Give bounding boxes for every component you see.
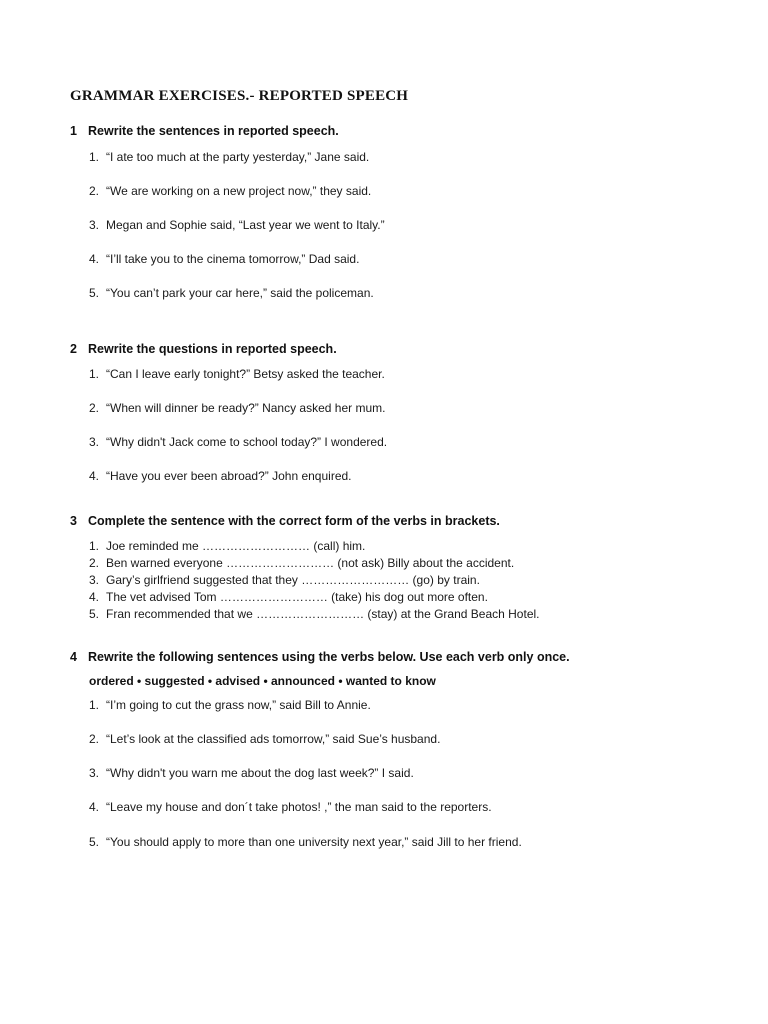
item-number: 4. bbox=[89, 469, 100, 483]
section-number: 4 bbox=[70, 650, 77, 664]
item-text: “I’m going to cut the grass now,” said Bill to Annie. bbox=[106, 698, 371, 712]
section-1-heading bbox=[70, 124, 339, 138]
item-text: “Leave my house and don´t take photos! ,” the man said to the reporters. bbox=[106, 800, 492, 814]
item-text: “You can’t park your car here,” said the policeman. bbox=[106, 286, 374, 300]
section-instruction: Complete the sentence with the correct form of the verbs in brackets. bbox=[88, 514, 500, 528]
list-item bbox=[89, 590, 488, 604]
item-number: 4. bbox=[89, 800, 100, 814]
item-number: 4. bbox=[89, 590, 100, 604]
item-text: Megan and Sophie said, “Last year we went to Italy.” bbox=[106, 218, 385, 232]
list-item bbox=[89, 698, 371, 712]
list-item bbox=[89, 556, 514, 570]
item-text: Ben warned everyone ……………………… (not ask) Billy about the accident. bbox=[106, 556, 515, 570]
list-item bbox=[89, 469, 352, 483]
list-item bbox=[89, 252, 359, 266]
item-text: “Why didn't you warn me about the dog last week?” I said. bbox=[106, 766, 414, 780]
list-item bbox=[89, 150, 369, 164]
section-4-heading bbox=[70, 650, 570, 664]
item-text: Joe reminded me ……………………… (call) him. bbox=[106, 539, 366, 553]
section-number: 2 bbox=[70, 342, 77, 356]
verb-list: ordered • suggested • advised • announced • wanted to know bbox=[89, 674, 436, 688]
item-number: 1. bbox=[89, 150, 100, 164]
item-number: 5. bbox=[89, 286, 100, 300]
item-text: The vet advised Tom ……………………… (take) his dog out more often. bbox=[106, 590, 488, 604]
list-item bbox=[89, 573, 480, 587]
item-number: 3. bbox=[89, 766, 100, 780]
item-number: 3. bbox=[89, 218, 100, 232]
list-item bbox=[89, 607, 540, 621]
item-text: “I ate too much at the party yesterday,” Jane said. bbox=[106, 150, 370, 164]
item-text: “I’ll take you to the cinema tomorrow,” Dad said. bbox=[106, 252, 360, 266]
list-item bbox=[89, 435, 387, 449]
section-number: 1 bbox=[70, 124, 77, 138]
item-number: 3. bbox=[89, 573, 100, 587]
item-number: 2. bbox=[89, 184, 100, 198]
list-item bbox=[89, 766, 414, 780]
list-item bbox=[89, 218, 385, 232]
item-text: “Why didn't Jack come to school today?” I wondered. bbox=[106, 435, 388, 449]
item-number: 1. bbox=[89, 539, 100, 553]
page-title: GRAMMAR EXERCISES.- REPORTED SPEECH bbox=[70, 88, 409, 104]
item-text: “You should apply to more than one university next year,” said Jill to her friend. bbox=[106, 835, 522, 849]
section-3-heading bbox=[70, 514, 500, 528]
item-text: “Have you ever been abroad?” John enquired. bbox=[106, 469, 352, 483]
list-item bbox=[89, 367, 385, 381]
item-text: “We are working on a new project now,” they said. bbox=[106, 184, 372, 198]
item-number: 3. bbox=[89, 435, 100, 449]
list-item bbox=[89, 401, 385, 415]
list-item bbox=[89, 184, 371, 198]
item-number: 1. bbox=[89, 367, 100, 381]
item-number: 2. bbox=[89, 732, 100, 746]
list-item bbox=[89, 732, 440, 746]
section-2-heading bbox=[70, 342, 337, 356]
list-item bbox=[89, 835, 522, 849]
item-text: “Let’s look at the classified ads tomorrow,” said Sue’s husband. bbox=[106, 732, 441, 746]
item-number: 1. bbox=[89, 698, 100, 712]
item-number: 2. bbox=[89, 556, 100, 570]
section-number: 3 bbox=[70, 514, 77, 528]
item-text: Gary’s girlfriend suggested that they ……………………… (go) by train. bbox=[106, 573, 480, 587]
section-instruction: Rewrite the sentences in reported speech. bbox=[88, 124, 339, 138]
item-number: 5. bbox=[89, 835, 100, 849]
section-instruction: Rewrite the following sentences using the verbs below. Use each verb only once. bbox=[88, 650, 570, 664]
item-number: 5. bbox=[89, 607, 100, 621]
item-text: Fran recommended that we ……………………… (stay) at the Grand Beach Hotel. bbox=[106, 607, 540, 621]
item-text: “When will dinner be ready?” Nancy asked her mum. bbox=[106, 401, 386, 415]
list-item bbox=[89, 800, 492, 814]
list-item bbox=[89, 539, 365, 553]
section-instruction: Rewrite the questions in reported speech. bbox=[88, 342, 337, 356]
list-item bbox=[89, 286, 374, 300]
item-number: 4. bbox=[89, 252, 100, 266]
item-number: 2. bbox=[89, 401, 100, 415]
item-text: “Can I leave early tonight?” Betsy asked the teacher. bbox=[106, 367, 385, 381]
